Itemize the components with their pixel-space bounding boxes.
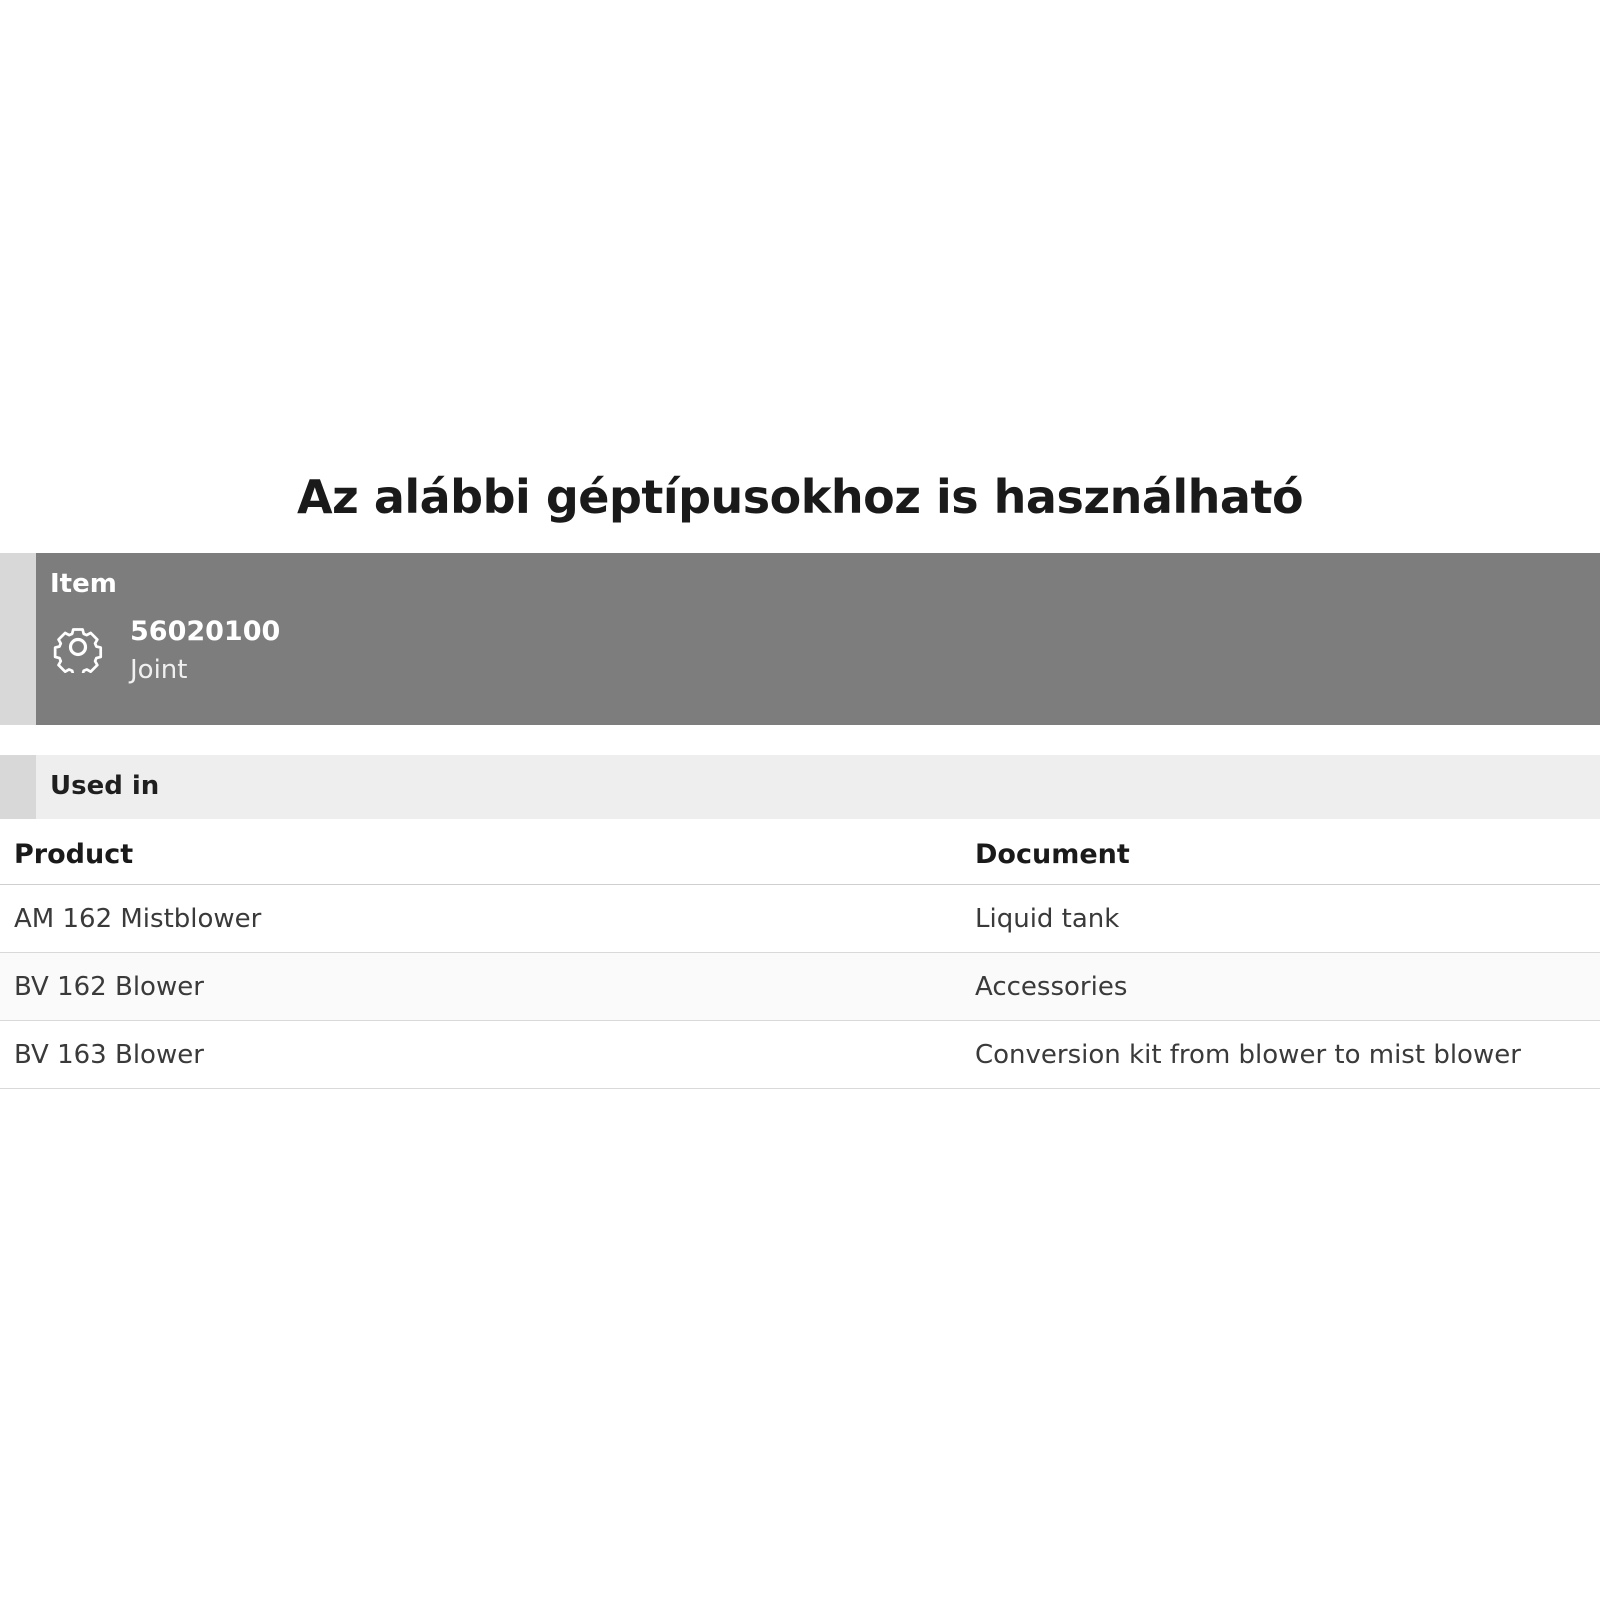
used-in-section-title: Used in — [50, 771, 160, 801]
item-code: 56020100 — [130, 616, 281, 647]
column-header-document: Document — [975, 839, 1130, 870]
table-row[interactable] — [0, 1021, 1600, 1089]
item-section-gutter — [0, 553, 36, 725]
cell-document: Conversion kit from blower to mist blower — [975, 1039, 1521, 1070]
column-header-product: Product — [14, 839, 134, 870]
table-header-row — [0, 825, 1600, 885]
item-name: Joint — [130, 655, 188, 685]
gear-icon — [50, 619, 106, 675]
item-text-group — [130, 615, 280, 687]
cell-product: AM 162 Mistblower — [14, 903, 262, 934]
item-section-title: Item — [50, 569, 117, 599]
table-row[interactable] — [0, 885, 1600, 953]
cell-document: Accessories — [975, 971, 1128, 1002]
used-in-section — [0, 755, 1600, 819]
item-entry[interactable] — [50, 615, 280, 687]
table-row[interactable] — [0, 953, 1600, 1021]
used-in-section-gutter — [0, 755, 36, 819]
cell-document: Liquid tank — [975, 903, 1120, 934]
cell-product: BV 162 Blower — [14, 971, 204, 1002]
item-section — [0, 553, 1600, 725]
cell-product: BV 163 Blower — [14, 1039, 204, 1070]
page-title: Az alábbi géptípusokhoz is használható — [296, 470, 1304, 524]
used-in-table — [0, 825, 1600, 1089]
